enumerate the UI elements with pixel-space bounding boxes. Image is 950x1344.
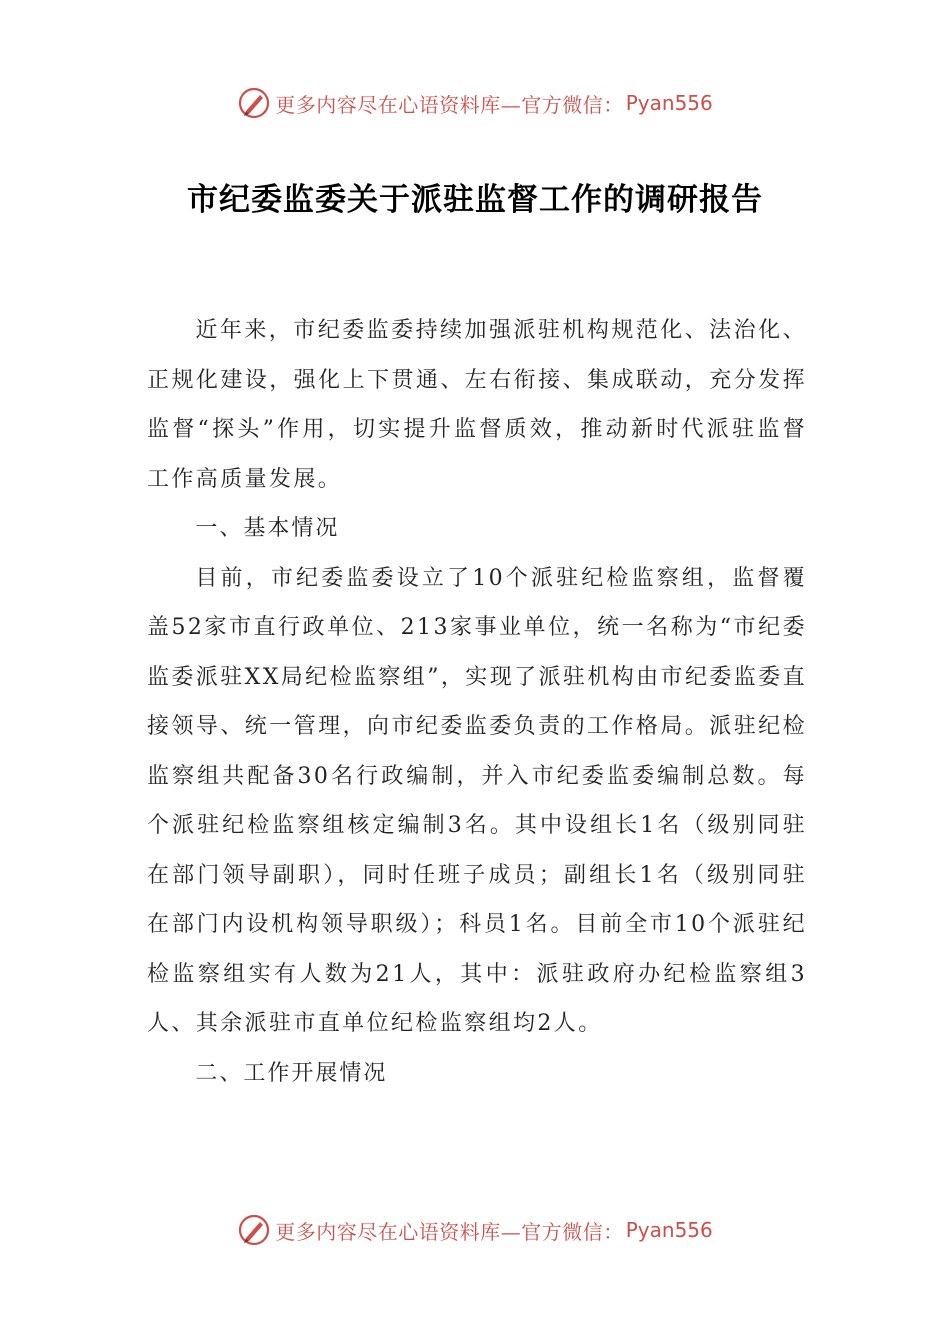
pen-logo-icon bbox=[237, 86, 271, 120]
paragraph-basic-situation: 目前，市纪委监委设立了10个派驻纪检监察组，监督覆盖52家市直行政单位、213家事业单位，统一名称为“市纪委监委派驻XX局纪检监察组”，实现了派驻机构由市纪委监委直接领导、统一管理，向市纪委监委负责的工作格局。派驻纪检监察组共配备30名行政编制，并入市纪委监委编制总数。每个派驻纪检监察组核定编制3名。其中设组长1名（级别同驻在部门领导副职），同时任班子成员；副组长1名（级别同驻在部门内设机构领导职级）；科员1名。目前全市10个派驻纪检监察组实有人数为21人，其中：派驻政府办纪检监察组3人、其余派驻市直单位纪检监察组均2人。 bbox=[147, 565, 807, 1036]
watermark-text: 更多内容尽在心语资料库—官方微信： bbox=[275, 1219, 624, 1244]
watermark-text: 更多内容尽在心语资料库—官方微信： bbox=[275, 92, 624, 117]
paragraph-intro: 近年来，市纪委监委持续加强派驻机构规范化、法治化、正规化建设，强化上下贯通、左右衔接、集成联动，充分发挥监督“探头”作用，切实提升监督质效，推动新时代派驻监督工作高质量发展。 bbox=[147, 318, 807, 492]
watermark-header bbox=[0, 86, 950, 120]
watermark-wechat-id: Pyan556 bbox=[625, 91, 713, 115]
page-title: 市纪委监委关于派驻监督工作的调研报告 bbox=[187, 182, 763, 218]
pen-logo-icon bbox=[237, 1213, 271, 1247]
document-body bbox=[147, 306, 807, 1098]
section-heading-work: 二、工作开展情况 bbox=[195, 1060, 388, 1086]
section-heading-basic: 一、基本情况 bbox=[195, 516, 340, 541]
watermark-wechat-id: Pyan556 bbox=[625, 1218, 713, 1242]
watermark-footer bbox=[0, 1213, 950, 1247]
